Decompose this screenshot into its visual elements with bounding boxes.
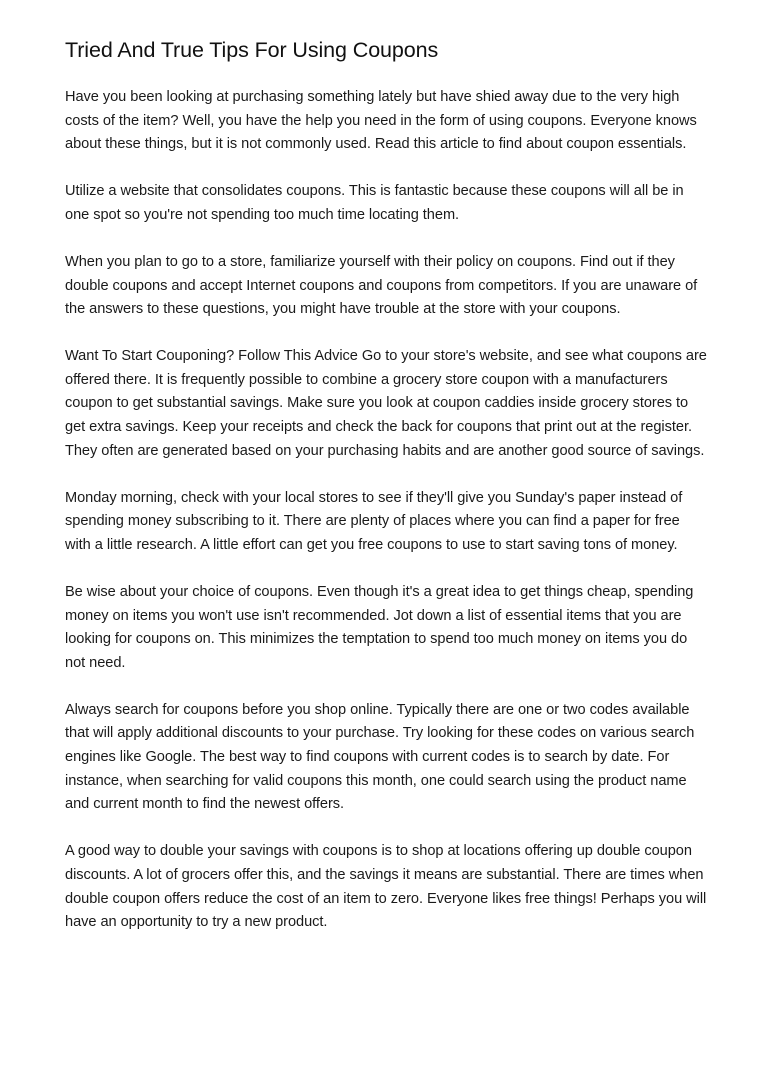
paragraph-search-online: Always search for coupons before you shop online. Typically there are one or two codes available that will apply additional discounts to your purchase. Try looking for these codes on various search engines like Google. The best way to find coupons with current codes is to search by date. For instance, when searching for valid coupons this month, one could search using the product name and current month to find the newest offers.	[65, 701, 695, 813]
document-title: Tried And True Tips For Using Coupons	[65, 38, 439, 62]
paragraph-double-savings: A good way to double your savings with coupons is to shop at locations offering up double coupon discounts. A lot of grocers offer this, and the savings it means are substantial. There are times when double coupon offers reduce the cost of an item to zero. Everyone likes free things! Perhaps you will have an opportunity to try a new product.	[65, 843, 707, 931]
paragraph-intro: Have you been looking at purchasing something lately but have shied away due to the very high costs of the item? Well, you have the help you need in the form of using coupons. Everyone knows about these things, but it is not commonly used. Read this article to find about coupon essentials.	[65, 89, 697, 153]
paragraph-consolidate-website: Utilize a website that consolidates coupons. This is fantastic because these coupons will all be in one spot so you're not spending too much time locating them.	[65, 183, 684, 223]
paragraph-start-couponing: Want To Start Couponing? Follow This Advice Go to your store's website, and see what coupons are offered there. It is frequently possible to combine a grocery store coupon with a manufacturers coupon to get substantial savings. Make sure you look at coupon caddies inside grocery stores to get extra savings. Keep your receipts and check the back for coupons that print out at the register. They often are generated based on your purchasing habits and are another good source of savings.	[65, 348, 707, 459]
document-body	[65, 86, 708, 935]
paragraph-sunday-paper: Monday morning, check with your local stores to see if they'll give you Sunday's paper instead of spending money subscribing to it. There are plenty of places where you can find a paper for free with a little research. A little effort can get you free coupons to use to start saving tons of money.	[65, 489, 683, 553]
paragraph-store-policy: When you plan to go to a store, familiarize yourself with their policy on coupons. Find out if they double coupons and accept Internet coupons and coupons from competitors. If you are unaware of the answers to these questions, you might have trouble at the store with your coupons.	[65, 253, 698, 318]
paragraph-choose-wisely: Be wise about your choice of coupons. Even though it's a great idea to get things cheap, spending money on items you won't use isn't recommended. Jot down a list of essential items that you are looking for coupons on. This minimizes the temptation to spend too much money on items you do not need.	[65, 584, 694, 671]
